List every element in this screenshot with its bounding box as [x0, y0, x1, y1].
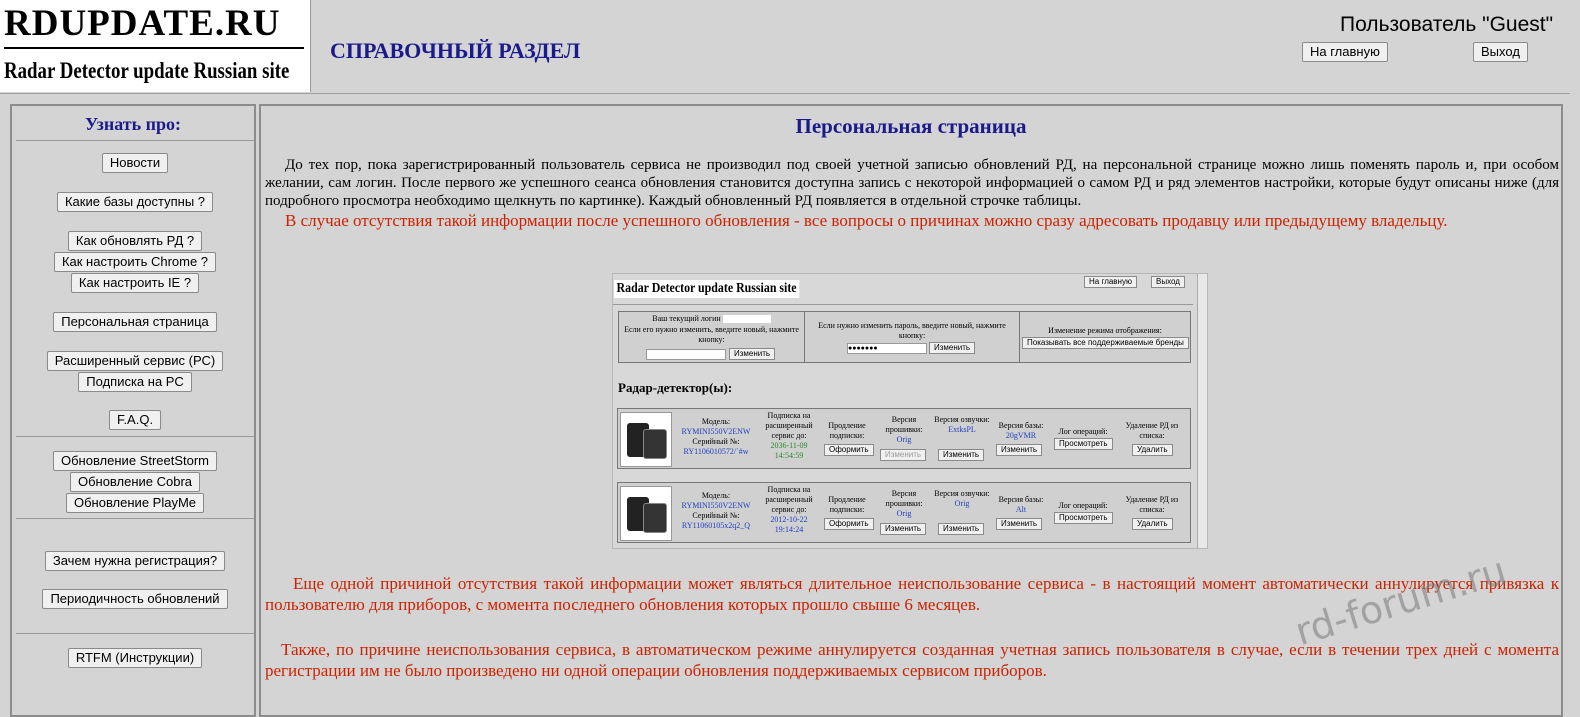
sidebar-ie-button[interactable]: Как настроить IE ? [71, 273, 199, 293]
sidebar-title: Узнать про: [84, 114, 182, 134]
sidebar-subscription-button[interactable]: Подписка на РС [78, 372, 191, 392]
screenshot-settings-box: Ваш текущий логин Если его нужно изменить, введите новый, нажмите кнопку: Изменить Если нужно изменить пароль, введите новый, нажмите кнопку: ●●●●●●● Изменить Изменение режима отображения: Показывать все поддерживаемые бренды [618, 311, 1191, 363]
sidebar-personal-page-button[interactable]: Персональная страница [53, 312, 217, 332]
header-divider [0, 93, 1570, 94]
inactivity-paragraph: Еще одной причиной отсутствия такой информации может являться длительное неиспользование сервиса - в настоящий момент автоматически аннулируется привязка к пользователю для приборов, с момента последнего обновления которых прошло свыше 6 месяцев. [265, 574, 1559, 614]
account-removal-paragraph: Также, по причине неиспользования сервиса, в автоматическом режиме аннулируется созданная учетная запись пользователя в случае, если в течении трех дней с момента регистрации им не было произведено ни одной операции обновления поддерживаемых сервисом приборов. [265, 640, 1559, 680]
screenshot-detector-row: Модель: RYMINI550V2ENW Серийный №: RY1106010572/`#w Подписка на расширенный сервис до: 2036-11-09 14:54:59 Продление подписки: Оформить Версия прошивки: Orig Изменить Версия озвучки: ExtksPL Изменить Версия базы: 20gVMR Изменить Лог операций: Просмотреть Удаление РД из списка: Удалить [617, 408, 1191, 469]
sidebar-databases-button[interactable]: Какие базы доступны ? [57, 192, 213, 212]
sidebar-why-register-button[interactable]: Зачем нужна регистрация? [45, 551, 225, 571]
sidebar-how-update-button[interactable]: Как обновлять РД ? [68, 231, 202, 251]
sidebar-rtfm-button[interactable]: RTFM (Инструкции) [68, 648, 202, 668]
home-button[interactable]: На главную [1302, 42, 1388, 62]
exit-button[interactable]: Выход [1473, 42, 1528, 62]
site-logo[interactable] [0, 0, 311, 92]
sidebar-divider [16, 436, 254, 437]
screenshot-divider [613, 304, 1193, 305]
warning-paragraph: В случае отсутствия такой информации после успешного обновления - все вопросы о причинах можно сразу адресовать продавцу или предыдущему владельцу. [285, 211, 1448, 230]
sidebar-chrome-button[interactable]: Как настроить Chrome ? [54, 252, 216, 272]
page-title: Персональная страница [795, 114, 1027, 138]
sidebar-divider [16, 518, 254, 519]
screenshot-detector-row: Модель: RYMINI550V2ENW Серийный №: RY11060105x2q2_Q Подписка на расширенный сервис до: 2012-10-22 19:14:24 Продление подписки: Оформить Версия прошивки: Orig Изменить Версия озвучки: Orig Изменить Версия базы: Alt Изменить Лог операций: Просмотреть Удаление РД из списка: Удалить [617, 482, 1191, 543]
screenshot-home-button: На главную [1084, 276, 1137, 288]
sidebar-playme-button[interactable]: Обновление PlayMe [66, 493, 204, 513]
sidebar-news-button[interactable]: Новости [102, 153, 168, 173]
user-label: Пользователь "Guest" [1340, 13, 1554, 36]
sidebar-divider [16, 140, 254, 141]
sidebar-cobra-button[interactable]: Обновление Cobra [70, 472, 200, 492]
section-title: СПРАВОЧНЫЙ РАЗДЕЛ [330, 38, 581, 63]
sidebar-faq-button[interactable]: F.A.Q. [109, 410, 161, 430]
sidebar-update-frequency-button[interactable]: Периодичность обновлений [42, 589, 227, 609]
screenshot-exit-button: Выход [1151, 276, 1185, 288]
screenshot-scrollbar [1197, 274, 1207, 548]
sidebar-streetstorm-button[interactable]: Обновление StreetStorm [53, 451, 217, 471]
sidebar [10, 104, 256, 717]
screenshot-logo: Radar Detector update Russian site [614, 280, 799, 298]
screenshot-detectors-title: Радар-детектор(ы): [618, 380, 733, 395]
logo-divider [4, 47, 304, 49]
sidebar-extended-service-button[interactable]: Расширенный сервис (РС) [47, 351, 224, 371]
personal-page-screenshot[interactable] [612, 273, 1208, 549]
logo-title: RDUPDATE.RU [4, 3, 281, 44]
watermark: rd-forum.ru [1290, 548, 1512, 655]
sidebar-divider [16, 633, 254, 634]
intro-paragraph: До тех пор, пока зарегистрированный пользователь сервиса не производил под своей учетной записью обновлений РД, на персональной странице можно лишь поменять пароль и, при особом желании, сам логин. После первого же успешного сеанса обновления становится доступна запись с некоторой информацией о самом РД и ряд элементов настройки, которые будут описаны ниже (для подробного просмотра необходимо щелкнуть по картинке). Каждый обновленный РД появляется в отдельной строчке таблицы. [265, 157, 1559, 209]
logo-subtitle: Radar Detector update Russian site [4, 58, 290, 83]
